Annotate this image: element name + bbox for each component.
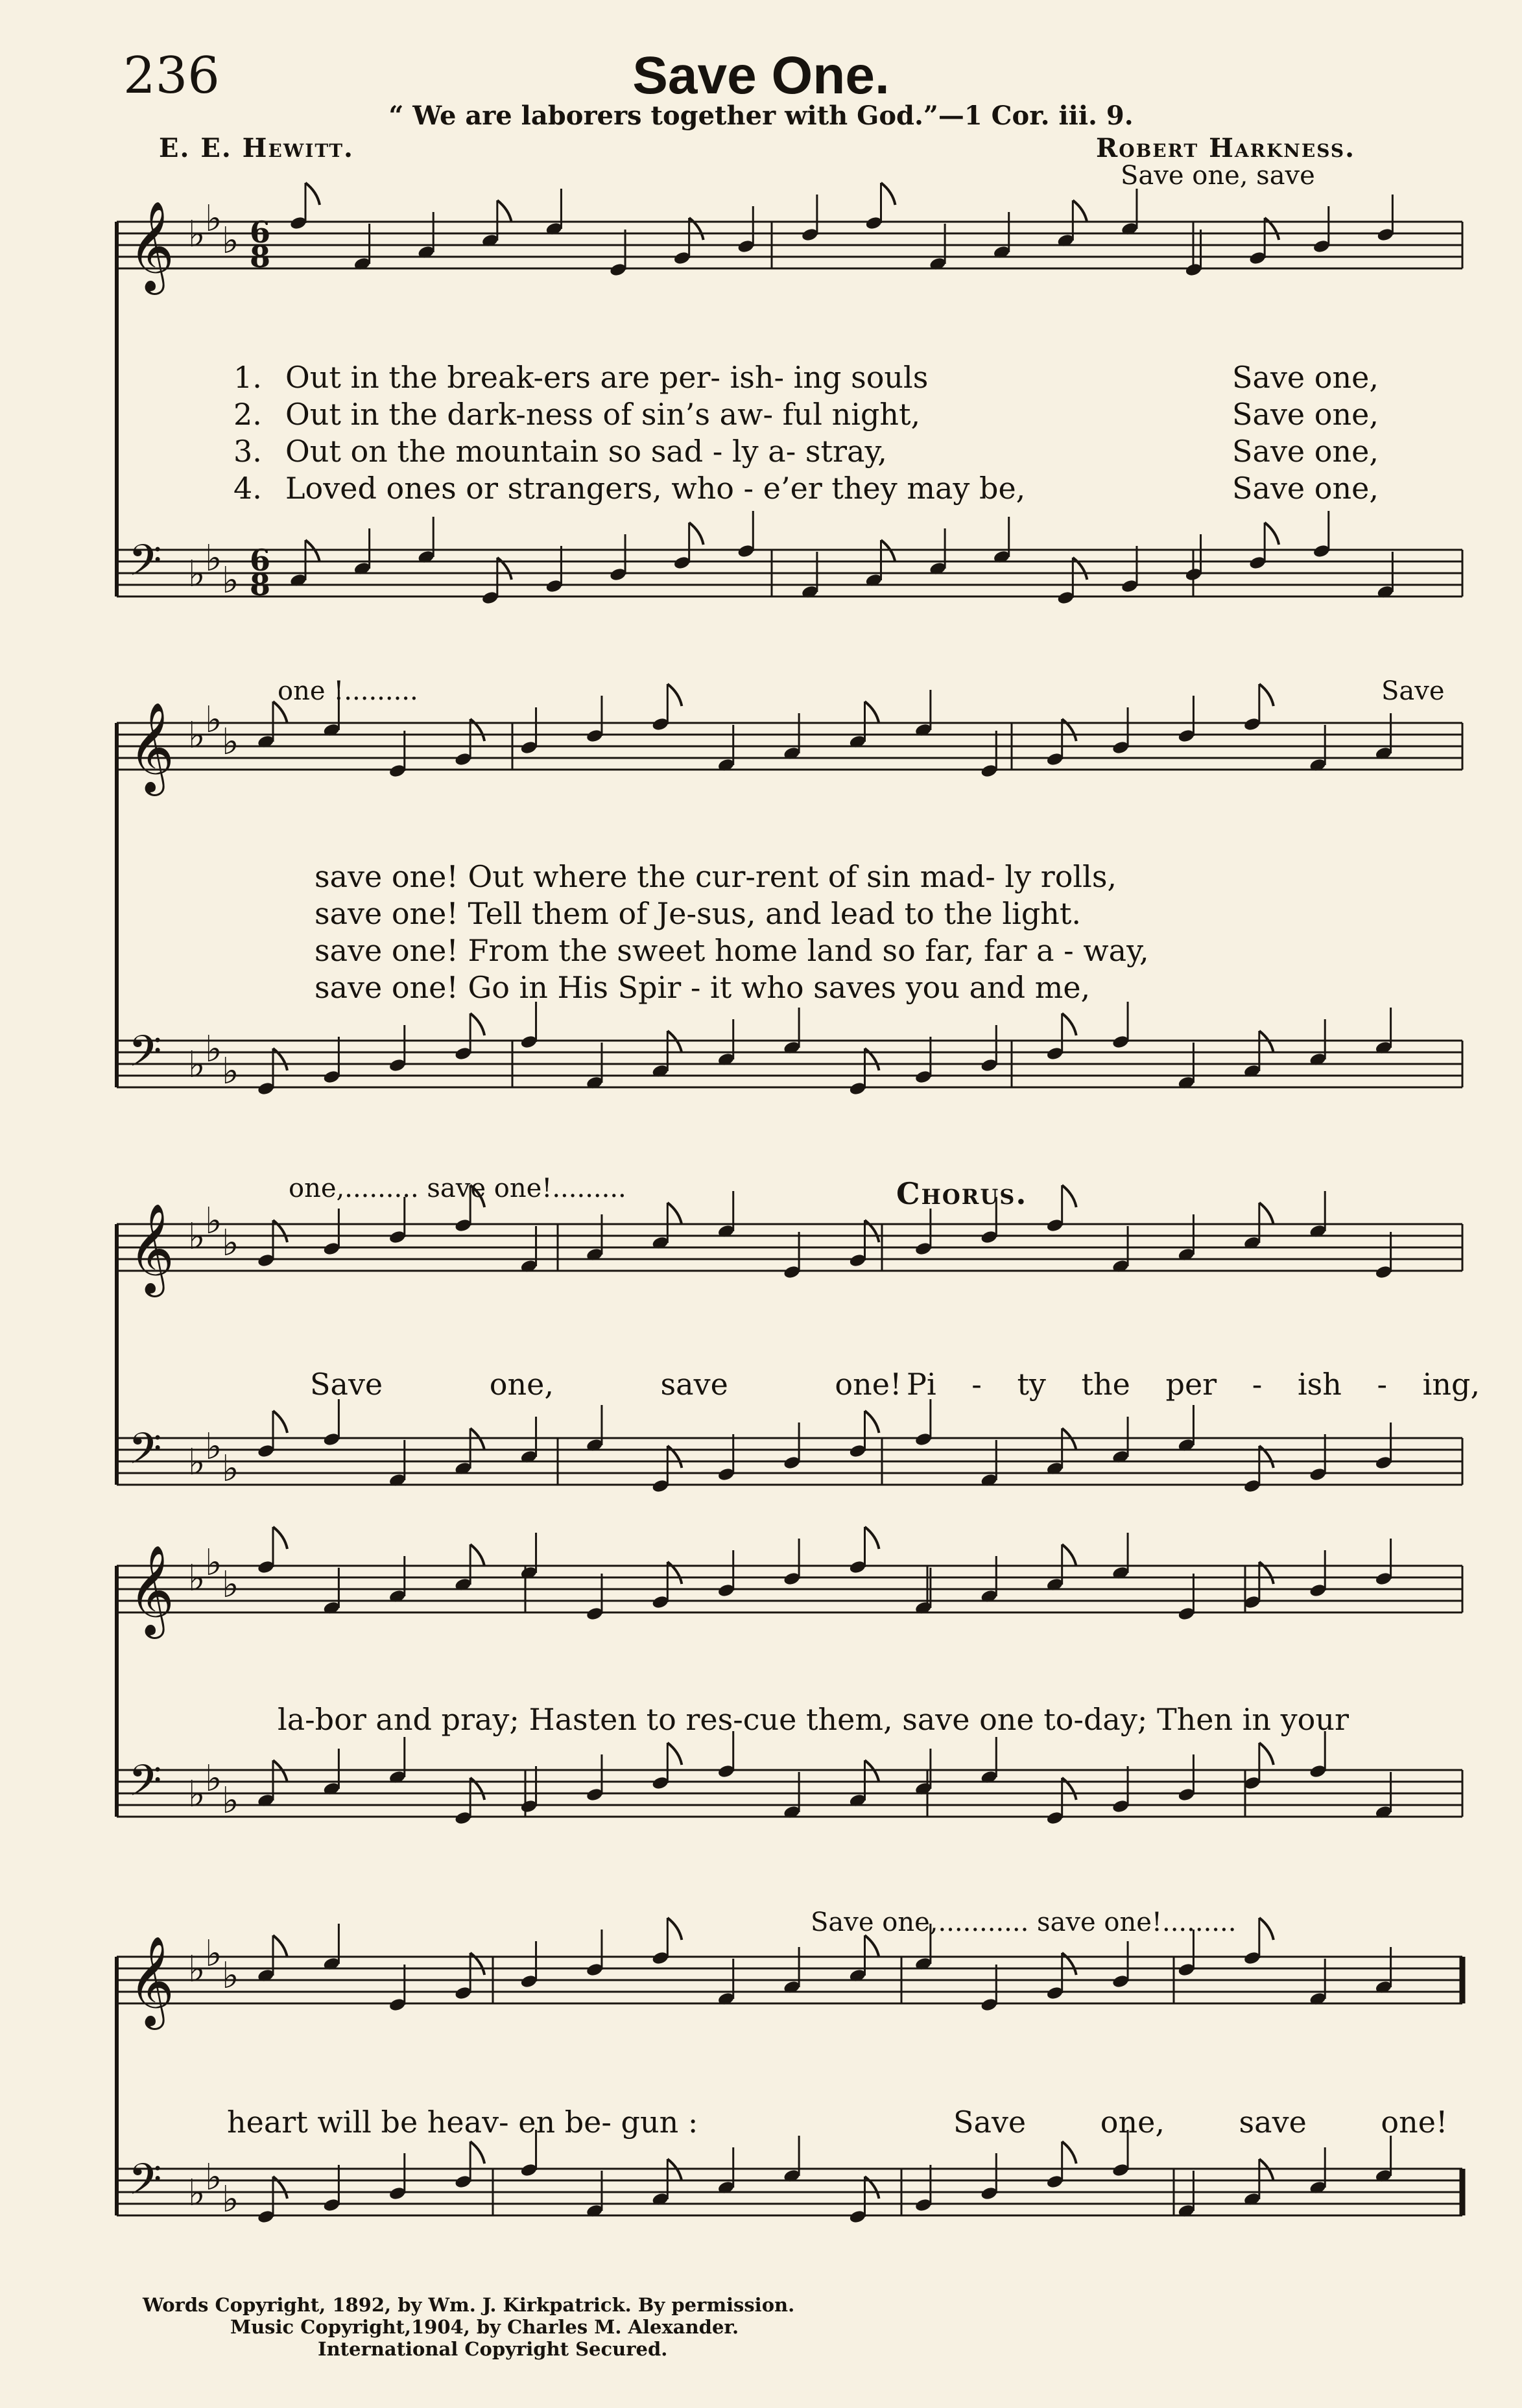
note-flag [1265, 523, 1279, 545]
verse-refrain: Save one, [1232, 360, 1379, 395]
verse-refrain: Save one, [1232, 397, 1379, 432]
flat-icon: ♭ [222, 2178, 239, 2221]
flat-icon: ♭ [188, 1216, 206, 1258]
echo-lyric-bottom-2: one,......... save one!......... [289, 1174, 626, 1203]
hymn-number: 236 [123, 47, 220, 105]
time-signature: 6 [250, 543, 271, 578]
verse-refrain: Save one, [1232, 471, 1379, 506]
verse-text: Out in the break-ers are per- ish- ing souls [285, 360, 929, 395]
verse-line-cont-4: save one! Go in His Spir - it who saves you and me, [315, 970, 1091, 1005]
note-flag [470, 1013, 484, 1035]
note-flag [1062, 2142, 1076, 2164]
note-flag [273, 1935, 287, 1957]
flat-icon: ♭ [188, 1948, 206, 1990]
bass-clef-icon: 𝄢 [128, 1756, 162, 1816]
verse-number: 1. [233, 360, 262, 395]
note-flag [305, 540, 320, 562]
scripture-reference: “ We are laborers together with God.”—1 Cor. iii. 9. [388, 100, 1134, 131]
echo-lyric-top-2: Save [1381, 676, 1445, 706]
verse-line-cont-2: save one! Tell them of Je-sus, and lead to the light. [315, 896, 1082, 931]
note-flag [1259, 2159, 1274, 2181]
note-flag [1062, 1544, 1076, 1566]
verse-line-cont-3: save one! From the sweet home land so far, far a - way, [315, 933, 1149, 968]
note-flag [1259, 1743, 1274, 1765]
time-signature: 8 [250, 567, 271, 602]
flat-icon: ♭ [222, 560, 239, 602]
note-flag [273, 1527, 287, 1549]
flat-icon: ♭ [222, 1448, 239, 1490]
note-flag [667, 2159, 682, 2181]
flat-icon: ♭ [188, 553, 206, 595]
flat-icon: ♭ [188, 1044, 206, 1086]
flat-icon: ♭ [222, 220, 239, 262]
treble-clef-icon: 𝄞 [128, 1936, 174, 2026]
note-flag [1259, 1203, 1274, 1225]
flat-icon: ♭ [205, 1200, 222, 1242]
note-flag [470, 2142, 484, 2164]
flat-icon: ♭ [188, 1441, 206, 1483]
note-flag [470, 1428, 484, 1450]
chorus-lyric-1a: Save one, save one! [310, 1367, 902, 1402]
flat-icon: ♭ [188, 714, 206, 757]
treble-clef-icon: 𝄞 [128, 1545, 174, 1635]
chorus-lyric-2: la-bor and pray; Hasten to res-cue them, save one to-day; Then in your [278, 1702, 1349, 1737]
chorus-echo: Save one,........... save one!......... [811, 1907, 1237, 1937]
flat-icon: ♭ [205, 1933, 222, 1975]
flat-icon: ♭ [222, 1222, 239, 1264]
treble-clef-icon: 𝄞 [128, 201, 174, 291]
note-flag [1062, 1428, 1076, 1450]
verse-number: 2. [233, 397, 262, 432]
flat-icon: ♭ [188, 2172, 206, 2214]
bass-clef-icon: 𝄢 [128, 536, 162, 596]
flat-icon: ♭ [188, 1557, 206, 1599]
flat-icon: ♭ [205, 2156, 222, 2199]
verse-refrain: Save one, [1232, 434, 1379, 469]
copyright-music: Music Copyright,1904, by Charles M. Alexander. [230, 2316, 739, 2338]
note-flag [881, 183, 896, 205]
note-flag [667, 684, 682, 706]
echo-lyric-bottom-1: one !......... [278, 676, 418, 706]
copyright-international: International Copyright Secured. [318, 2338, 668, 2360]
note-flag [1259, 1918, 1274, 1940]
note-flag [865, 1760, 879, 1782]
note-flag [1259, 684, 1274, 706]
bass-clef-icon: 𝄢 [128, 2154, 162, 2215]
note-flag [667, 1918, 682, 1940]
flat-icon: ♭ [188, 213, 206, 255]
note-flag [1062, 1013, 1076, 1035]
chorus-lyric-3a: heart will be heav- en be- gun : [227, 2105, 698, 2140]
flat-icon: ♭ [222, 1955, 239, 1997]
flat-icon: ♭ [205, 198, 222, 240]
flat-icon: ♭ [222, 1780, 239, 1822]
copyright-words: Words Copyright, 1892, by Wm. J. Kirkpatrick. By permission. [143, 2294, 795, 2316]
verse-text: Out in the dark-ness of sin’s aw- ful night, [285, 397, 921, 432]
flat-icon: ♭ [188, 1773, 206, 1815]
flat-icon: ♭ [205, 537, 222, 580]
note-flag [667, 1031, 682, 1053]
flat-icon: ♭ [222, 1564, 239, 1606]
flat-icon: ♭ [205, 699, 222, 741]
time-signature: 8 [250, 239, 271, 274]
flat-icon: ♭ [205, 1542, 222, 1584]
note-flag [305, 183, 320, 205]
hymn-title: Save One. [632, 46, 890, 105]
note-flag [1073, 200, 1087, 222]
verse-text: Loved ones or strangers, who - e’er they may be, [285, 471, 1026, 506]
bass-clef-icon: 𝄢 [128, 1424, 162, 1484]
flat-icon: ♭ [205, 1426, 222, 1468]
verse-line-cont-1: save one! Out where the cur-rent of sin mad- ly rolls, [315, 859, 1117, 894]
note-flag [865, 702, 879, 724]
flat-icon: ♭ [205, 1028, 222, 1070]
bass-clef-icon: 𝄢 [128, 1026, 162, 1087]
chorus-label: Chorus. [896, 1176, 1028, 1211]
note-flag [1062, 1185, 1076, 1207]
verse-text: Out on the mountain so sad - ly a- stray, [285, 434, 887, 469]
treble-clef-icon: 𝄞 [128, 702, 174, 792]
verse-number: 4. [233, 471, 262, 506]
note-flag [1259, 1031, 1274, 1053]
treble-clef-icon: 𝄞 [128, 1203, 174, 1293]
time-signature: 6 [250, 215, 271, 250]
note-flag [273, 1760, 287, 1782]
note-flag [865, 1411, 879, 1433]
echo-lyric-top-1: Save one, save [1121, 161, 1315, 191]
note-flag [667, 1743, 682, 1765]
composer-credit: Robert Harkness. [1096, 133, 1355, 163]
note-flag [497, 200, 512, 222]
flat-icon: ♭ [222, 1050, 239, 1092]
note-flag [865, 1935, 879, 1957]
lyricist-credit: E. E. Hewitt. [159, 133, 354, 163]
note-flag [881, 540, 896, 562]
chorus-lyric-3b: Save one, save one! [953, 2105, 1448, 2140]
verse-number: 3. [233, 434, 262, 469]
flat-icon: ♭ [222, 721, 239, 763]
note-flag [273, 1411, 287, 1433]
flat-icon: ♭ [205, 1758, 222, 1800]
note-flag [667, 1203, 682, 1225]
note-flag [470, 1544, 484, 1566]
chorus-lyric-1b: Pi - ty the per - ish - ing, [907, 1367, 1480, 1402]
note-flag [689, 523, 704, 545]
note-flag [865, 1527, 879, 1549]
